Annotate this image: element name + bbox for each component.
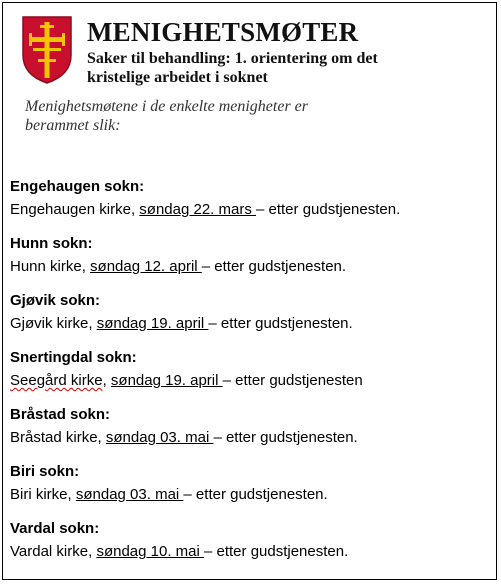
meeting-note: – etter gudstjenesten.: [256, 201, 401, 218]
section-heading: Hunn sokn:: [10, 235, 93, 252]
church-name: Bråstad kirke: [10, 429, 98, 446]
section-heading: Engehaugen sokn:: [10, 178, 145, 195]
section-heading: Snertingdal sokn:: [10, 349, 137, 366]
section-brastad: [10, 404, 490, 461]
church-name: Gjøvik kirke: [10, 315, 89, 332]
meeting-line: Vardal kirke, søndag 10. mai – etter gudstjenesten.: [10, 543, 349, 560]
section-biri: [10, 461, 490, 518]
section-snertingdal: [10, 347, 490, 404]
church-name: Engehaugen kirke: [10, 201, 131, 218]
church-name: Vardal kirke: [10, 543, 89, 560]
meeting-note: – etter gudstjenesten.: [213, 429, 358, 446]
meeting-note: – etter gudstjenesten.: [183, 486, 328, 503]
section-heading: Biri sokn:: [10, 463, 80, 480]
section-gjovik: [10, 290, 490, 347]
meeting-date: søndag 12. april: [90, 258, 202, 275]
meeting-date: søndag 03. mai: [75, 486, 184, 503]
meeting-date: søndag 03. mai: [105, 429, 214, 446]
meeting-line: Seegård kirke, søndag 19. april – etter gudstjenesten: [10, 372, 363, 389]
church-name: Hunn kirke: [10, 258, 82, 275]
meeting-list: [10, 176, 490, 575]
section-engehaugen: [10, 176, 490, 233]
section-heading: Gjøvik sokn:: [10, 292, 101, 309]
section-hunn: [10, 233, 490, 290]
church-name: Seegård kirke: [10, 372, 103, 389]
section-heading: Vardal sokn:: [10, 520, 100, 537]
meeting-line: Hunn kirke, søndag 12. april – etter gudstjenesten.: [10, 258, 347, 275]
section-heading: Bråstad sokn:: [10, 406, 111, 423]
meeting-line: Biri kirke, søndag 03. mai – etter gudstjenesten.: [10, 486, 328, 503]
meeting-date: søndag 22. mars: [139, 201, 256, 218]
church-of-norway-shield-icon: [21, 15, 73, 85]
meeting-date: søndag 19. april: [96, 315, 209, 332]
document-frame: [2, 2, 497, 580]
meeting-note: – etter gudstjenesten.: [201, 258, 347, 275]
section-vardal: [10, 518, 490, 575]
meeting-note: – etter gudstjenesten.: [204, 543, 349, 560]
meeting-line: Gjøvik kirke, søndag 19. april – etter gudstjenesten.: [10, 315, 353, 332]
meeting-note: – etter gudstjenesten.: [208, 315, 353, 332]
page-title: MENIGHETSMØTER: [87, 17, 359, 47]
page-subtitle: Saker til behandling: 1. orientering om det kristelige arbeidet i soknet: [87, 50, 378, 86]
meeting-date: søndag 19. april: [110, 372, 223, 389]
intro-text: Menighetsmøtene i de enkelte menigheter er berammet slik:: [25, 98, 308, 134]
meeting-line: Engehaugen kirke, søndag 22. mars – etter gudstjenesten.: [10, 201, 401, 218]
meeting-date: søndag 10. mai: [96, 543, 204, 560]
church-name: Biri kirke: [10, 486, 68, 503]
meeting-line: Bråstad kirke, søndag 03. mai – etter gudstjenesten.: [10, 429, 358, 446]
meeting-note: – etter gudstjenesten: [222, 372, 363, 389]
